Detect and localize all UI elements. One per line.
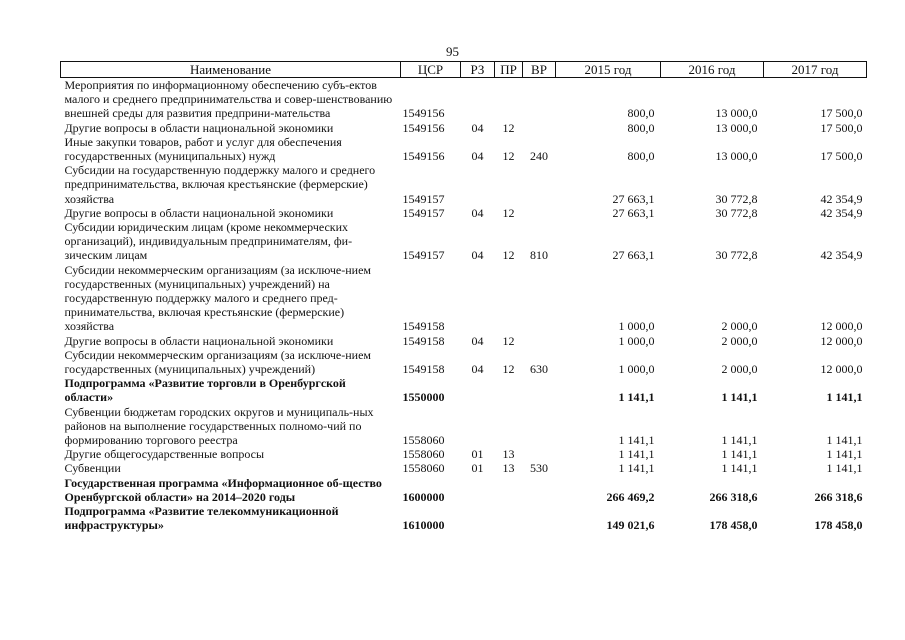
cell-2017: 266 318,6 (814, 489, 863, 504)
header-name: Наименование (61, 62, 401, 78)
cell-name: Субсидии юридическим лицам (кроме некоммерческих организаций), индивидуальным предпринимателям, фи-зическим лицам (64, 220, 353, 263)
cell-rz (461, 504, 495, 532)
cell-name: Субсидии некоммерческим организациям (за исключе-нием государственных (муниципальных) учреждений) (64, 347, 372, 377)
cell-rz (461, 163, 495, 206)
header-rz: РЗ (461, 62, 495, 78)
cell-pr (495, 476, 523, 504)
cell-vr (523, 163, 556, 206)
table-row (61, 376, 867, 404)
cell-rz: 04 (471, 248, 484, 263)
cell-2016: 1 141,1 (721, 390, 758, 405)
cell-pr: 13 (502, 461, 515, 476)
cell-2017: 42 354,9 (820, 205, 863, 220)
cell-2015: 1 000,0 (618, 362, 655, 377)
cell-rz (461, 476, 495, 504)
cell-2016: 13 000,0 (715, 106, 758, 121)
table-header (61, 62, 867, 78)
cell-2017: 1 141,1 (826, 447, 863, 462)
header-vr: ВР (523, 62, 556, 78)
cell-pr (495, 78, 523, 121)
cell-rz: 04 (471, 362, 484, 377)
cell-2015: 1 000,0 (618, 319, 655, 334)
cell-2016: 2 000,0 (721, 333, 758, 348)
cell-2016: 30 772,8 (715, 205, 758, 220)
cell-vr (523, 447, 556, 461)
cell-2017: 42 354,9 (820, 191, 863, 206)
cell-2015: 1 141,1 (618, 461, 655, 476)
cell-vr: 630 (530, 362, 548, 377)
cell-name: Другие вопросы в области национальной экономики (64, 205, 334, 220)
cell-pr: 12 (502, 205, 515, 220)
cell-name: Субсидии некоммерческим организациям (за исключе-нием государственных (муниципальных) учреждений) на государственную поддержку малого и среднего пред-принимательства, включая крестьянские (фермерские) хозяйства (64, 262, 372, 334)
cell-name: Субвенции бюджетам городских округов и муниципаль-ных районов на выполнение государственных полномо-чий по формированию торгового реестра (64, 404, 374, 448)
cell-pr (495, 263, 523, 334)
cell-pr: 12 (502, 362, 515, 377)
cell-pr (495, 163, 523, 206)
cell-vr: 240 (530, 149, 548, 164)
cell-csr: 1558060 (402, 433, 445, 448)
cell-name: Подпрограмма «Развитие торговли в Оренбургской области» (64, 376, 346, 405)
cell-rz: 04 (471, 120, 484, 135)
cell-2015: 800,0 (627, 120, 655, 135)
cell-2016: 1 141,1 (721, 433, 758, 448)
cell-2015: 27 663,1 (612, 205, 655, 220)
cell-2015: 149 021,6 (606, 518, 655, 533)
table-row (61, 447, 867, 461)
cell-2015: 1 141,1 (618, 390, 655, 405)
table-row (61, 78, 867, 121)
table-row (61, 334, 867, 348)
cell-rz: 04 (471, 333, 484, 348)
cell-csr: 1549157 (402, 205, 445, 220)
table-row (61, 476, 867, 504)
cell-2015: 1 141,1 (618, 447, 655, 462)
cell-2016: 2 000,0 (721, 362, 758, 377)
cell-csr: 1549158 (402, 319, 445, 334)
cell-2016: 2 000,0 (721, 319, 758, 334)
cell-csr: 1549158 (402, 333, 445, 348)
cell-name: Субвенции (64, 461, 121, 476)
cell-name: Другие вопросы в области национальной экономики (64, 120, 334, 135)
cell-rz (461, 263, 495, 334)
cell-2016: 266 318,6 (709, 489, 758, 504)
cell-vr (523, 121, 556, 135)
cell-csr: 1549157 (402, 191, 445, 206)
cell-2016: 13 000,0 (715, 120, 758, 135)
cell-csr: 1549156 (402, 106, 445, 121)
cell-vr (523, 78, 556, 121)
cell-2017: 42 354,9 (820, 248, 863, 263)
header-year-2015: 2015 год (556, 62, 661, 78)
table-row (61, 504, 867, 532)
cell-name: Другие общегосударственные вопросы (64, 447, 265, 462)
cell-2016: 1 141,1 (721, 447, 758, 462)
cell-csr: 1549156 (402, 149, 445, 164)
cell-2017: 17 500,0 (820, 106, 863, 121)
cell-name: Подпрограмма «Развитие телекоммуникационной инфраструктуры» (64, 504, 339, 533)
cell-csr: 1610000 (402, 518, 445, 533)
page-number: 95 (446, 44, 459, 59)
cell-vr: 530 (530, 461, 548, 476)
cell-pr: 13 (502, 447, 515, 462)
cell-2017: 17 500,0 (820, 149, 863, 164)
cell-name: Субсидии на государственную поддержку малого и среднего предпринимательства, включая крестьянские (фермерские) хозяйства (64, 163, 376, 206)
cell-rz (461, 78, 495, 121)
table-row (61, 405, 867, 448)
cell-name: Государственная программа «Информационное об-щество Оренбургской области» на 2014–2020 годы (64, 475, 382, 504)
cell-2017: 12 000,0 (820, 333, 863, 348)
cell-vr (523, 206, 556, 220)
cell-vr: 810 (530, 248, 548, 263)
cell-name: Другие вопросы в области национальной экономики (64, 333, 334, 348)
cell-vr (523, 334, 556, 348)
cell-name: Мероприятия по информационному обеспечению субъ-ектов малого и среднего предпринимательства и совер-шенствованию внешней среды для развития предприни-мательства (64, 78, 393, 121)
cell-2017: 1 141,1 (826, 461, 863, 476)
cell-2015: 27 663,1 (612, 248, 655, 263)
cell-2016: 30 772,8 (715, 191, 758, 206)
budget-table (60, 61, 867, 533)
cell-csr: 1558060 (402, 461, 445, 476)
cell-vr (523, 504, 556, 532)
cell-2017: 17 500,0 (820, 120, 863, 135)
table-body (61, 78, 867, 533)
cell-2015: 1 000,0 (618, 333, 655, 348)
cell-2017: 178 458,0 (814, 518, 863, 533)
header-csr: ЦСР (401, 62, 461, 78)
cell-2016: 13 000,0 (715, 149, 758, 164)
table-row (61, 461, 867, 475)
cell-pr: 12 (502, 120, 515, 135)
cell-2015: 266 469,2 (606, 489, 655, 504)
header-year-2016: 2016 год (661, 62, 764, 78)
cell-pr (495, 376, 523, 404)
cell-rz: 01 (471, 447, 484, 462)
table-row (61, 220, 867, 263)
cell-pr (495, 405, 523, 448)
cell-pr (495, 504, 523, 532)
cell-rz (461, 376, 495, 404)
cell-2015: 1 141,1 (618, 433, 655, 448)
cell-2015: 800,0 (627, 106, 655, 121)
table-row (61, 121, 867, 135)
cell-csr: 1549156 (402, 120, 445, 135)
cell-csr: 1600000 (402, 489, 445, 504)
cell-2015: 27 663,1 (612, 191, 655, 206)
table-row (61, 206, 867, 220)
table-row (61, 263, 867, 334)
cell-csr: 1558060 (402, 447, 445, 462)
cell-pr: 12 (502, 149, 515, 164)
cell-2016: 1 141,1 (721, 461, 758, 476)
cell-vr (523, 476, 556, 504)
cell-2017: 12 000,0 (820, 319, 863, 334)
cell-vr (523, 376, 556, 404)
cell-rz: 04 (471, 149, 484, 164)
cell-2017: 1 141,1 (826, 390, 863, 405)
header-year-2017: 2017 год (764, 62, 867, 78)
cell-csr: 1549158 (402, 362, 445, 377)
cell-vr (523, 263, 556, 334)
cell-name: Иные закупки товаров, работ и услуг для обеспечения государственных (муниципальных) нужд (64, 134, 342, 164)
cell-2016: 30 772,8 (715, 248, 758, 263)
table-row (61, 163, 867, 206)
header-pr: ПР (495, 62, 523, 78)
cell-pr: 12 (502, 333, 515, 348)
table-row (61, 348, 867, 376)
cell-rz: 04 (471, 205, 484, 220)
cell-2017: 12 000,0 (820, 362, 863, 377)
cell-pr: 12 (502, 248, 515, 263)
cell-vr (523, 405, 556, 448)
cell-2015: 800,0 (627, 149, 655, 164)
cell-csr: 1550000 (402, 390, 445, 405)
cell-rz (461, 405, 495, 448)
cell-2016: 178 458,0 (709, 518, 758, 533)
cell-rz: 01 (471, 461, 484, 476)
cell-2017: 1 141,1 (826, 433, 863, 448)
cell-csr: 1549157 (402, 248, 445, 263)
table-row (61, 135, 867, 163)
